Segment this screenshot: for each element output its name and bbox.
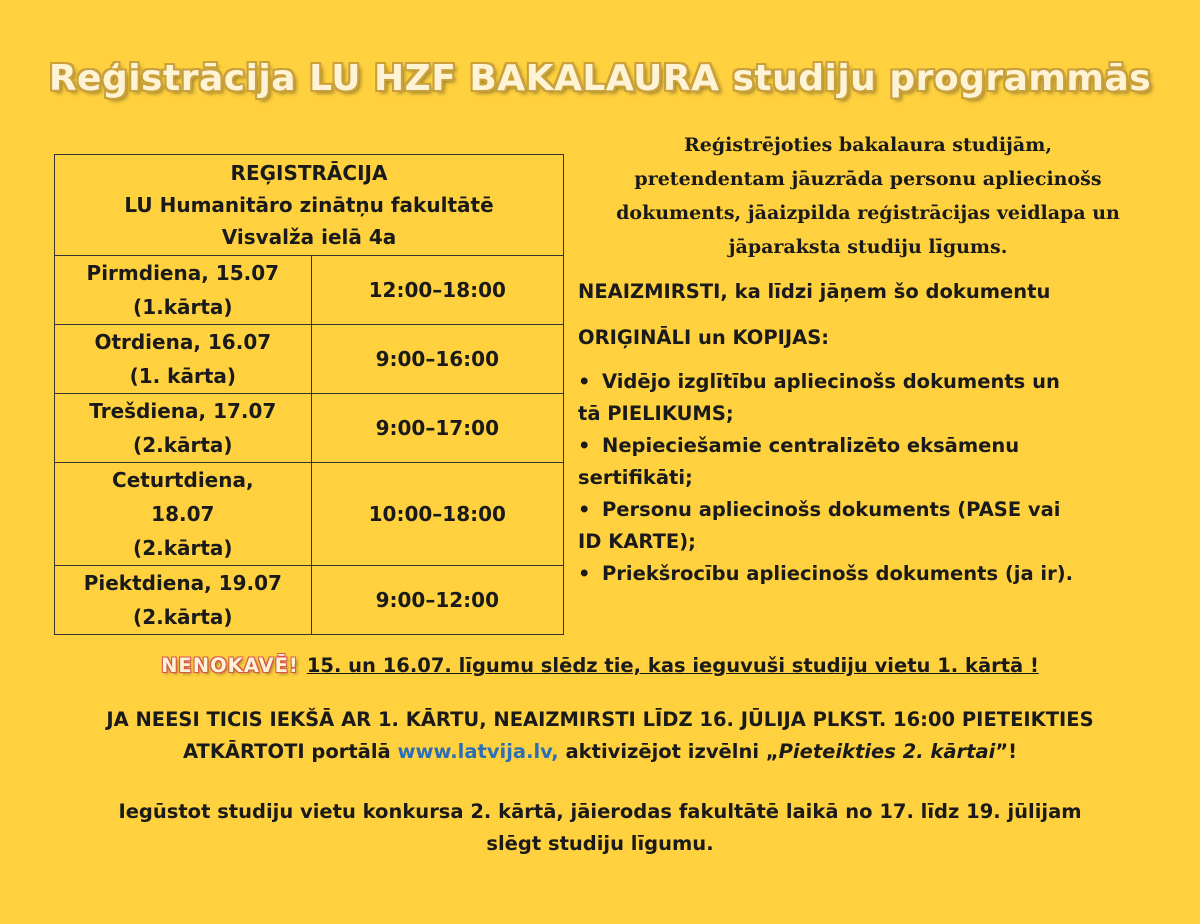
second-round-text: ”! [995, 740, 1018, 763]
schedule-header-address: Visvalža ielā 4a [221, 225, 397, 249]
schedule-day: Piektdiena, 19.07 [83, 571, 282, 595]
schedule-time: 12:00–18:00 [311, 256, 563, 325]
schedule-day-cell [55, 566, 312, 635]
document-text-continued: tā PIELIKUMS; [578, 402, 734, 425]
originals-heading: ORIĢINĀLI un KOPIJAS: [578, 326, 830, 349]
intro-line: jāparaksta studiju līgums. [728, 236, 1008, 258]
document-text: Nepieciešamie centralizēto eksāmenu [602, 434, 1020, 457]
intro-line: Reģistrējoties bakalaura studijām, [684, 134, 1052, 156]
schedule-header-faculty: LU Humanitāro zinātņu fakultātē [124, 193, 494, 217]
schedule-day-cell [55, 325, 312, 394]
schedule-time: 9:00–17:00 [311, 394, 563, 463]
second-round-notice [40, 704, 1160, 768]
list-item [578, 558, 1178, 590]
schedule-day-cell [55, 463, 312, 566]
bullet-icon: • [578, 434, 591, 457]
table-row [55, 566, 564, 635]
intro-line: pretendentam jāuzrāda personu apliecinošs [634, 168, 1102, 190]
schedule-time: 9:00–16:00 [311, 325, 563, 394]
schedule-header [55, 155, 564, 256]
final-note-line: Iegūstot studiju vietu konkursa 2. kārtā, jāierodas fakultātē laikā no 17. līdz 19. jūlijam [118, 800, 1082, 823]
contract-signing-note [40, 796, 1160, 860]
document-text: Priekšrocību apliecinošs dokuments (ja ir). [602, 562, 1074, 585]
second-round-text: ATKĀRTOTI portālā [182, 740, 398, 763]
schedule-time: 9:00–12:00 [311, 566, 563, 635]
final-note-line: slēgt studiju līgumu. [486, 832, 714, 855]
bullet-icon: • [578, 498, 591, 521]
schedule-round: (1. kārta) [129, 364, 237, 388]
schedule-day: Ceturtdiena, [112, 468, 254, 492]
bullet-icon: • [578, 370, 591, 393]
document-text: Personu apliecinošs dokuments (PASE vai [602, 498, 1061, 521]
document-text: Vidējo izglītību apliecinošs dokuments un [602, 370, 1060, 393]
schedule-round: (2.kārta) [133, 433, 233, 457]
intro-line: dokuments, jāaizpilda reģistrācijas veidlapa un [616, 202, 1120, 224]
schedule-header-title: REĢISTRĀCIJA [230, 161, 388, 185]
table-row [55, 394, 564, 463]
registration-schedule-table [54, 154, 564, 635]
schedule-time: 10:00–18:00 [311, 463, 563, 566]
portal-link[interactable]: www.latvija.lv, [397, 740, 559, 763]
second-round-line: JA NEESI TICIS IEKŠĀ AR 1. KĀRTU, NEAIZMIRSTI LĪDZ 16. JŪLIJA PLKST. 16:00 PIETEIKTIES [106, 708, 1094, 731]
schedule-round: (2.kārta) [133, 536, 233, 560]
deadline-warning: NENOKAVĒ! [161, 654, 299, 677]
schedule-day-cell [55, 394, 312, 463]
document-text-continued: sertifikāti; [578, 466, 693, 489]
menu-name: Pieteikties 2. kārtai [778, 740, 996, 763]
bullet-icon: • [578, 562, 591, 585]
list-item [578, 430, 1178, 494]
schedule-round: (1.kārta) [133, 295, 233, 319]
schedule-day: Trešdiena, 17.07 [89, 399, 277, 423]
schedule-round: (2.kārta) [133, 605, 233, 629]
registration-intro [578, 128, 1158, 264]
second-round-text: aktivizējot izvēlni „ [558, 740, 779, 763]
schedule-day: Otrdiena, 16.07 [94, 330, 272, 354]
table-row [55, 463, 564, 566]
document-text-continued: ID KARTE); [578, 530, 696, 553]
list-item [578, 366, 1178, 430]
deadline-text: 15. un 16.07. līgumu slēdz tie, kas ieguvuši studiju vietu 1. kārtā ! [306, 654, 1039, 677]
deadline-notice [0, 650, 1200, 682]
schedule-day-cell [55, 256, 312, 325]
table-row [55, 256, 564, 325]
page-title: Reģistrācija LU HZF BAKALAURA studiju programmās [48, 58, 1152, 99]
list-item [578, 494, 1178, 558]
schedule-day: Pirmdiena, 15.07 [86, 261, 280, 285]
schedule-date: 18.07 [151, 502, 215, 526]
required-documents-list [578, 366, 1178, 590]
table-row [55, 325, 564, 394]
second-round-line-2 [40, 736, 1160, 768]
documents-reminder: NEAIZMIRSTI, ka līdzi jāņem šo dokumentu [578, 280, 1051, 303]
